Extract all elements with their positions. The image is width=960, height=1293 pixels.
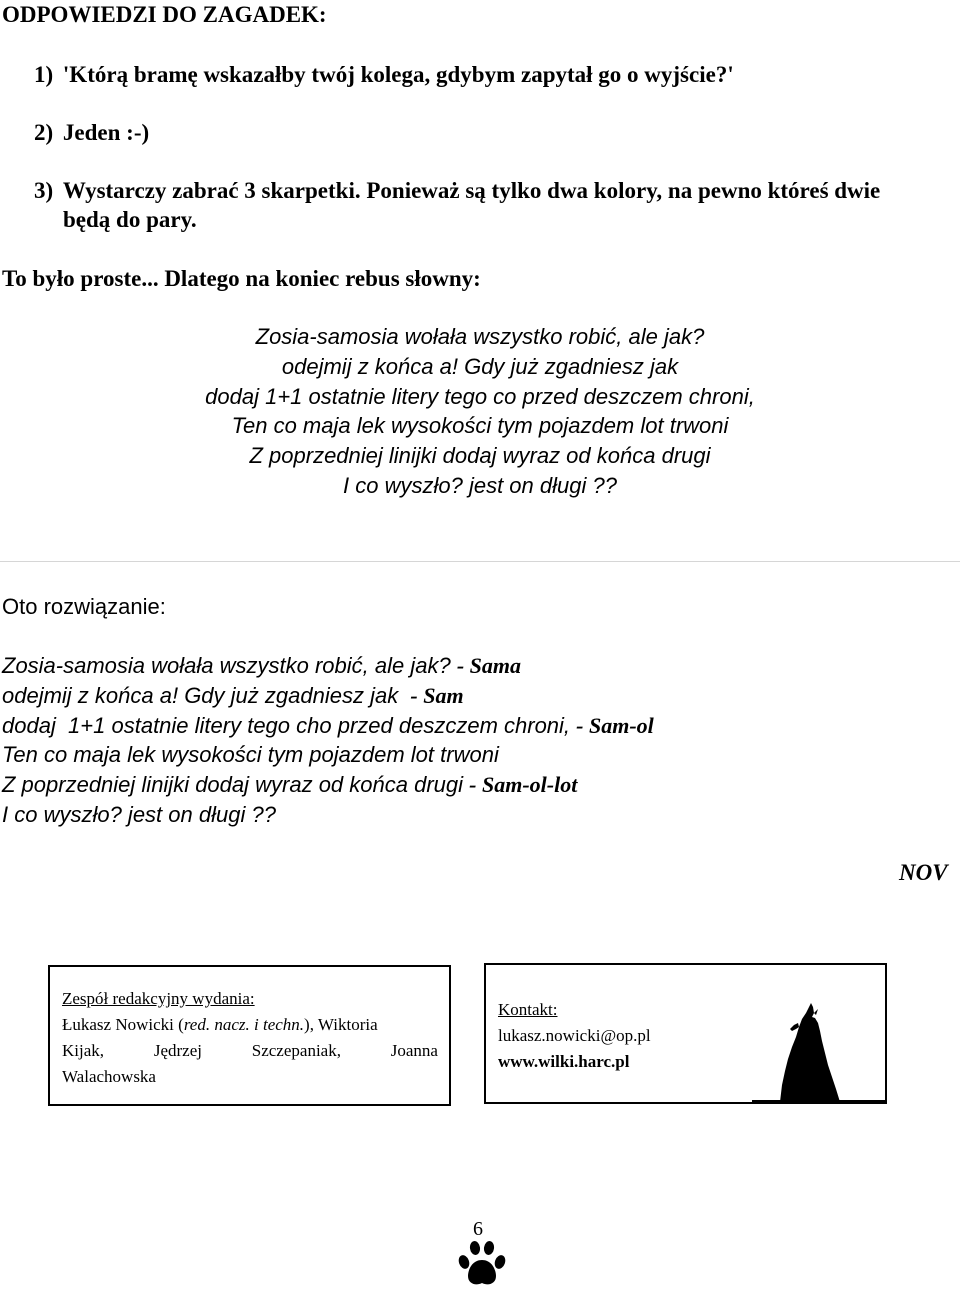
howling-wolf-icon <box>752 1001 885 1102</box>
editorial-title: Zespół redakcyjny wydania: <box>62 989 255 1008</box>
solution-line-2 <box>2 683 464 709</box>
answer-3-number: 3) <box>34 178 54 203</box>
editorial-line-3: Walachowska <box>62 1067 156 1086</box>
editorial-name: Łukasz Nowicki ( <box>62 1015 184 1034</box>
answer-2-number: 2) <box>34 120 54 145</box>
solution-line-1-answer: - Sama <box>456 653 522 678</box>
editorial-word-3: Szczepaniak, <box>251 1041 341 1060</box>
answer-1-number: 1) <box>34 62 54 87</box>
answer-2-text: Jeden :-) <box>62 120 150 145</box>
solution-line-4-text: Ten co maja lek wysokości tym pojazdem lot trwoni <box>2 742 499 767</box>
section-divider <box>0 561 960 562</box>
rebus-line-1: Zosia-samosia wołała wszystko robić, ale jak? <box>255 324 705 349</box>
contact-box <box>484 963 887 1104</box>
solution-line-5-answer: - Sam-ol-lot <box>469 772 578 797</box>
solution-line-2-answer: - Sam <box>410 683 464 708</box>
solution-line-5-text: Z poprzedniej linijki dodaj wyraz od końca drugi <box>2 772 470 797</box>
solution-line-6-text: I co wyszło? jest on długi ?? <box>2 802 276 827</box>
editorial-word-1: Kijak, <box>62 1041 105 1060</box>
editorial-team-box <box>48 965 451 1106</box>
rebus-line-2: odejmij z końca a! Gdy już zgadniesz jak <box>281 354 679 379</box>
editorial-word-2: Jędrzej <box>153 1041 202 1060</box>
rebus-line-4: Ten co maja lek wysokości tym pojazdem lot trwoni <box>231 413 729 438</box>
solution-line-1 <box>2 653 521 679</box>
editorial-rest: ), Wiktoria <box>304 1015 378 1034</box>
solution-line-3-answer: - Sam-ol <box>576 713 654 738</box>
solution-line-5 <box>2 772 577 798</box>
rebus-line-5: Z poprzedniej linijki dodaj wyraz od końca drugi <box>249 443 711 468</box>
answer-3-text-line2: będą do pary. <box>63 207 197 232</box>
solution-line-1-text: Zosia-samosia wołała wszystko robić, ale jak? <box>2 653 457 678</box>
rebus-line-3: dodaj 1+1 ostatnie litery tego co przed deszczem chroni, <box>205 384 755 409</box>
answer-3 <box>34 178 880 204</box>
page-number: 6 <box>473 1218 483 1240</box>
solution-line-4 <box>2 742 499 768</box>
answer-3-text-line1: Wystarczy zabrać 3 skarpetki. Ponieważ są tylko dwa kolory, na pewno któreś dwie <box>62 178 881 203</box>
contact-email[interactable]: lukasz.nowicki@op.pl <box>498 1026 651 1045</box>
editorial-role: red. nacz. i techn. <box>183 1015 305 1034</box>
solution-line-3 <box>2 713 654 739</box>
solution-line-2-text: odejmij z końca a! Gdy już zgadniesz jak <box>2 683 411 708</box>
editorial-line-2 <box>62 1041 438 1061</box>
author-signature: NOV <box>899 860 948 885</box>
editorial-word-4: Joanna <box>390 1041 438 1060</box>
solution-line-6 <box>2 802 276 828</box>
editorial-line-1 <box>62 1015 378 1035</box>
contact-title: Kontakt: <box>498 1000 558 1019</box>
solution-line-3-text: dodaj 1+1 ostatnie litery tego cho przed deszczem chroni, <box>2 713 577 738</box>
answer-1-text: 'Którą bramę wskazałby twój kolega, gdybym zapytał go o wyjście?' <box>62 62 734 87</box>
solution-title: Oto rozwiązanie: <box>2 594 166 619</box>
rebus-line-6: I co wyszło? jest on długi ?? <box>343 473 617 498</box>
rebus-intro: To było proste... Dlatego na koniec rebus słowny: <box>2 266 481 291</box>
answer-1 <box>34 62 734 88</box>
page-heading: ODPOWIEDZI DO ZAGADEK: <box>2 2 327 27</box>
contact-website[interactable]: www.wilki.harc.pl <box>498 1052 630 1071</box>
answer-2 <box>34 120 149 146</box>
paw-print-icon <box>458 1240 506 1288</box>
